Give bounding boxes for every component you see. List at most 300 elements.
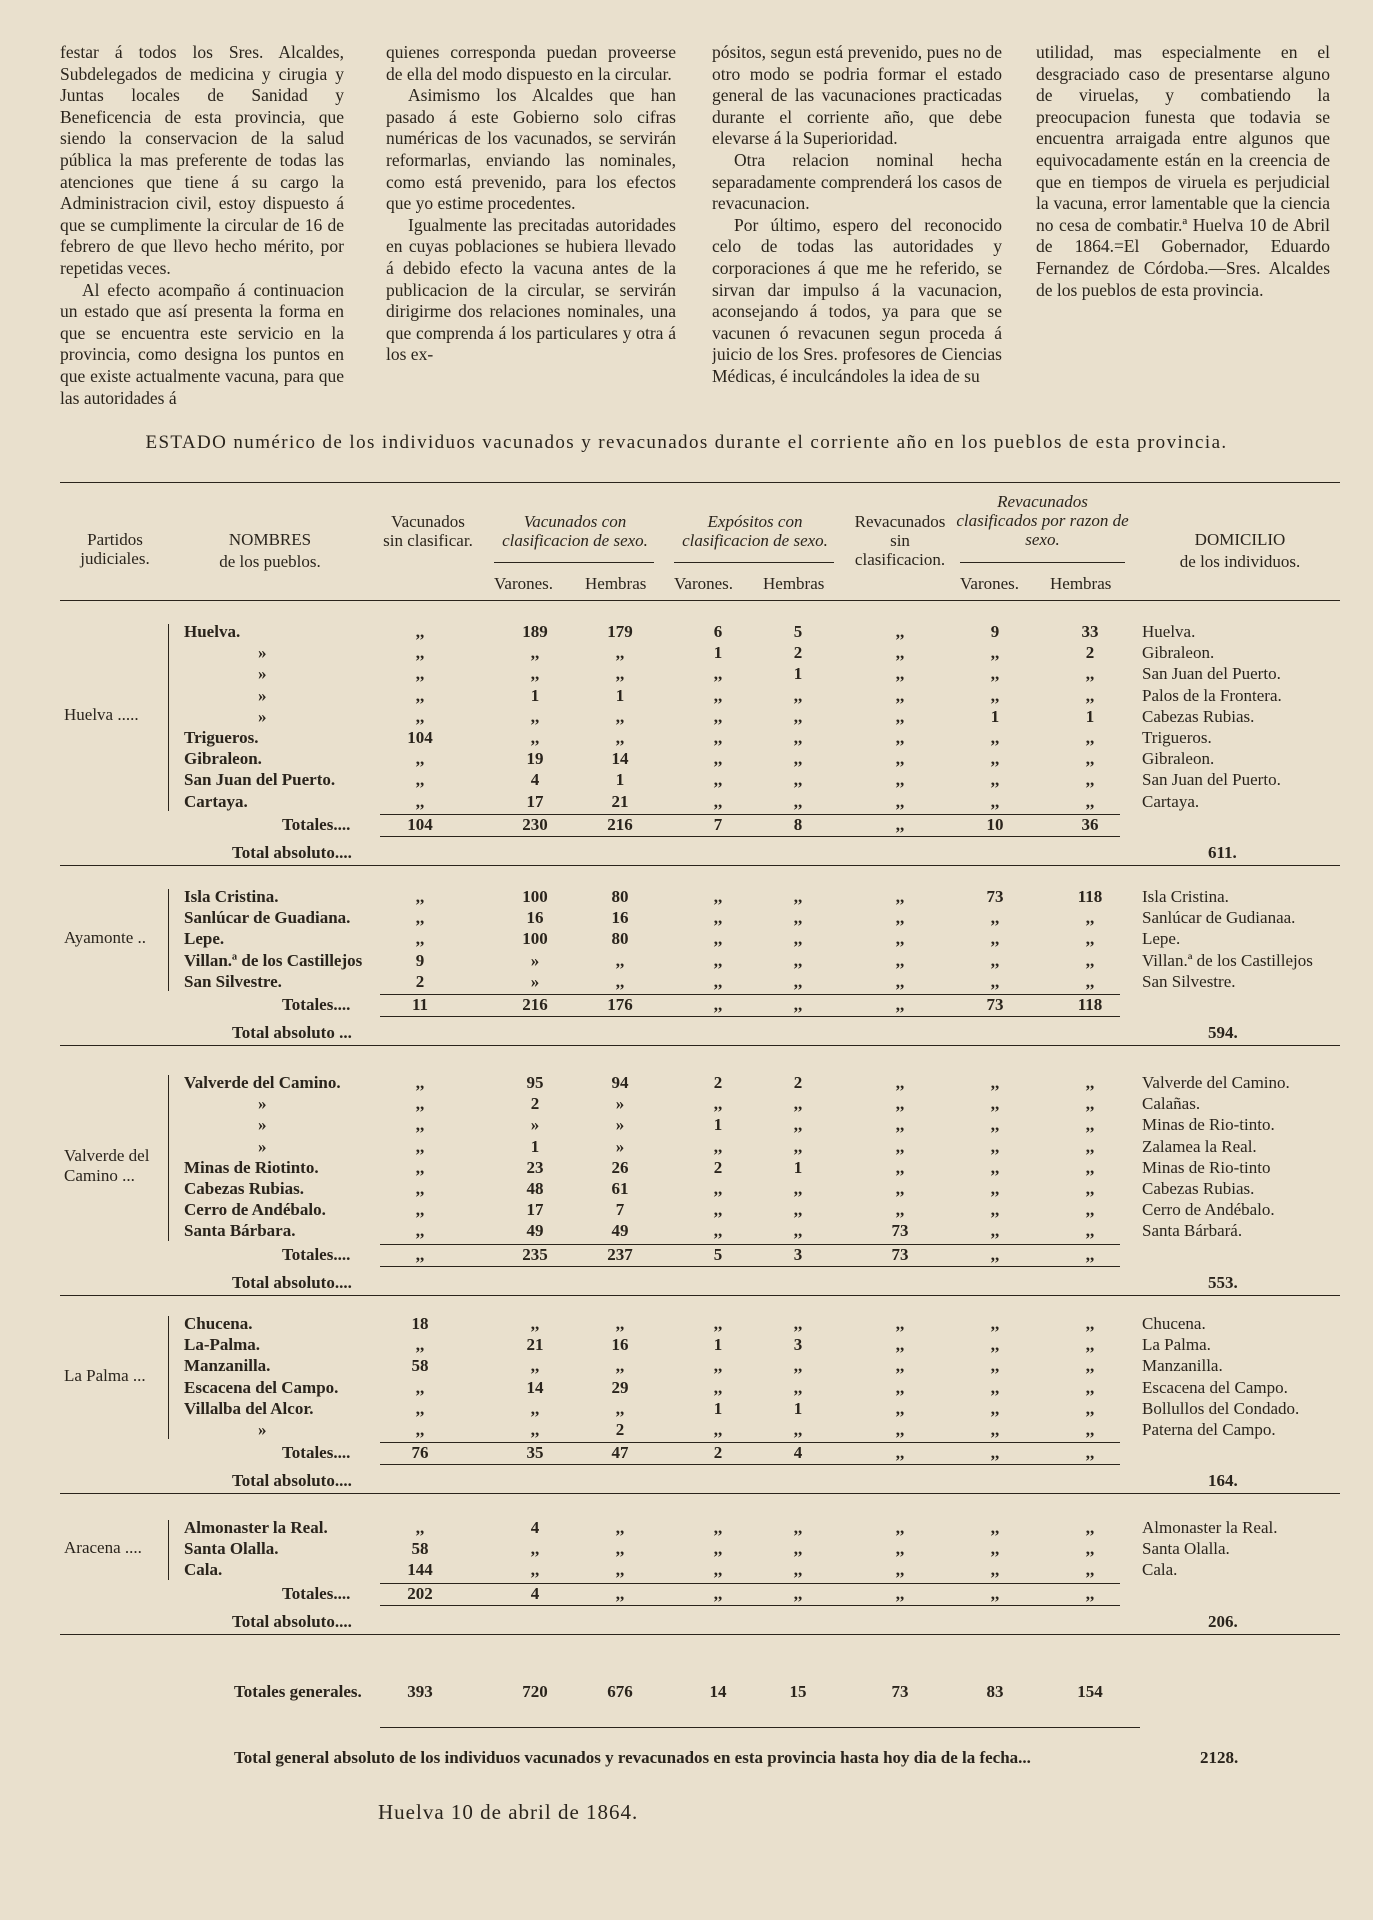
header-rule	[960, 562, 1125, 563]
cell-value: 14	[611, 749, 629, 769]
cell-value: ,,	[793, 1094, 803, 1114]
domicilio-cell: Cerro de Andébalo.	[1142, 1200, 1275, 1220]
domicilio-cell: Villan.ª de los Castillejos	[1142, 950, 1313, 970]
cell-value: ,,	[713, 1356, 723, 1376]
cell-value: ,,	[990, 1518, 1000, 1537]
totales-generales-value: 720	[522, 1682, 548, 1701]
group-bottom-rule	[60, 1295, 1340, 1296]
cell-value: ,,	[895, 1200, 905, 1220]
cell-value: ,,	[713, 706, 723, 726]
cell-value: ,,	[793, 908, 803, 928]
totales-value: ,,	[895, 1583, 905, 1603]
table-top-rule	[60, 482, 1340, 483]
pueblo-name: »	[258, 1115, 267, 1135]
absoluto-label: Total absoluto....	[232, 1272, 352, 1292]
cell-value: 80	[611, 929, 629, 949]
totales-value: 35	[526, 1443, 544, 1463]
cell-value: ,,	[713, 664, 723, 684]
totales-value: 10	[986, 814, 1004, 834]
pueblo-name: Villan.ª de los Castillejos	[184, 950, 363, 970]
cell-value: ,,	[415, 1073, 425, 1092]
cell-value: ,,	[793, 1420, 803, 1439]
header-rule	[674, 562, 834, 563]
cell-value: ,,	[1085, 1314, 1095, 1333]
cell-value: 179	[607, 622, 633, 641]
cell-value: ,,	[990, 1179, 1000, 1198]
pueblo-name: Isla Cristina.	[184, 887, 279, 906]
totales-generales-value: 73	[891, 1682, 909, 1701]
cell-value: ,,	[530, 728, 540, 747]
header-nombres-sub: de los pueblos.	[219, 552, 321, 571]
cell-value: ,,	[615, 1398, 625, 1418]
cell-value: 5	[793, 622, 803, 641]
header-revac-sin: Revacunados sin clasificacion.	[854, 512, 946, 569]
paragraph: utilidad, mas especialmente en el desgraciado caso de presentarse alguno de viruelas, y combatiendo la preocupacion funesta que todavia se encuentra arraigada entre algunos que equivocadamente están en la creencia de que en tiempos de viruela es perjudicial la vacuna, error lamentable que la ciencia no cesa de combatir.ª Huelva 10 de Abril de 1864.=El Gobernador, Eduardo Fernandez de Córdoba.—Sres. Alcaldes de los pueblos de esta provincia.	[1036, 42, 1330, 300]
cell-value: ,,	[713, 1560, 723, 1580]
totales-value: 216	[522, 995, 548, 1014]
pueblo-name: Lepe.	[184, 929, 225, 949]
cell-value: ,,	[713, 971, 723, 991]
totales-value: ,,	[990, 1583, 1000, 1603]
cell-value: ,,	[793, 1518, 803, 1537]
paragraph: pósitos, segun está prevenido, pues no de otro modo se podria formar el estado general de las vacunaciones practicadas durante el corriente año, que debe elevarse á la Superioridad.	[712, 42, 1002, 149]
cell-value: ,,	[990, 1073, 1000, 1092]
absoluto-label: Total absoluto....	[232, 1471, 352, 1491]
cell-value: ,,	[415, 1377, 425, 1397]
cell-value: ,,	[793, 1539, 803, 1559]
absoluto-value: 594.	[1208, 1023, 1238, 1042]
cell-value: ,,	[895, 749, 905, 769]
cell-value: ,,	[1085, 1420, 1095, 1439]
cell-value: ,,	[415, 1157, 425, 1177]
cell-value: ,,	[1085, 1073, 1095, 1092]
cell-value: ,,	[1085, 929, 1095, 949]
totales-bottom-rule	[380, 836, 1120, 837]
text-column-3	[712, 42, 1002, 412]
group-brace	[168, 889, 169, 991]
pueblo-name: Cala.	[184, 1560, 223, 1580]
totales-value: ,,	[990, 1244, 1000, 1264]
cell-value: ,,	[895, 1094, 905, 1114]
cell-value: 4	[530, 1518, 540, 1537]
totales-value: 76	[411, 1443, 429, 1463]
cell-value: ,,	[895, 770, 905, 790]
header-varones: Varones.	[960, 574, 1020, 593]
cell-value: 2	[1085, 643, 1095, 663]
text-columns	[60, 42, 1330, 412]
pueblo-name: Santa Olalla.	[184, 1539, 279, 1559]
absoluto-value: 611.	[1208, 842, 1237, 862]
cell-value: ,,	[1085, 1157, 1095, 1177]
cell-value: ,,	[615, 1539, 625, 1559]
cell-value: 1	[713, 1398, 723, 1418]
cell-value: ,,	[793, 1200, 803, 1220]
group-bottom-rule	[60, 1493, 1340, 1494]
cell-value: ,,	[895, 1314, 905, 1333]
cell-value: ,,	[990, 950, 1000, 970]
totales-value: ,,	[615, 1583, 625, 1603]
cell-value: ,,	[990, 685, 1000, 705]
totales-value: 237	[607, 1244, 633, 1264]
cell-value: 1	[793, 1398, 803, 1418]
paragraph: Por último, espero del reconocido celo de todas las autoridades y corporaciones á que me he referido, se sirvan dar impulso á la vacunacion, aconsejando á todos, ya para que se vacunen ó revacunen segun proceda á juicio de los Sres. profesores de Ciencias Médicas, é inculcándoles la idea de su	[712, 214, 1002, 386]
cell-value: 29	[611, 1377, 629, 1397]
header-domicilio-sub: de los individuos.	[1179, 552, 1301, 571]
pueblo-name: Gibraleon.	[184, 749, 262, 769]
domicilio-cell: Cartaya.	[1142, 791, 1200, 811]
cell-value: ,,	[895, 950, 905, 970]
cell-value: ,,	[713, 1377, 723, 1397]
domicilio-cell: San Juan del Puerto.	[1142, 770, 1281, 790]
cell-value: ,,	[990, 1539, 1000, 1559]
cell-value: 6	[713, 622, 723, 641]
totales-value: ,,	[415, 1244, 425, 1264]
totales-bottom-rule	[380, 1266, 1120, 1267]
cell-value: 2	[615, 1420, 625, 1439]
pueblo-name: Santa Bárbara.	[184, 1221, 296, 1241]
cell-value: ,,	[1085, 770, 1095, 790]
cell-value: ,,	[615, 971, 625, 991]
cell-value: ,,	[530, 1539, 540, 1559]
cell-value: 1	[615, 685, 625, 705]
totales-value: 73	[891, 1244, 909, 1264]
totales-value: 3	[793, 1244, 803, 1264]
cell-value: ,,	[895, 1560, 905, 1580]
cell-value: ,,	[990, 791, 1000, 811]
cell-value: ,,	[895, 1136, 905, 1156]
cell-value: 26	[611, 1157, 629, 1177]
cell-value: ,,	[990, 643, 1000, 663]
cell-value: ,,	[793, 1221, 803, 1241]
paragraph: quienes corresponda puedan proveerse de ella del modo dispuesto en la circular.	[386, 42, 676, 84]
cell-value: 144	[407, 1560, 433, 1580]
cell-value: ,,	[415, 1518, 425, 1537]
cell-value: ,,	[415, 929, 425, 949]
pueblo-name: Manzanilla.	[184, 1356, 271, 1376]
header-exp-con: Expósitos con clasificacion de sexo.	[682, 512, 828, 550]
totales-label: Totales....	[282, 995, 351, 1014]
cell-value: ,,	[713, 1518, 723, 1537]
cell-value: ,,	[615, 706, 625, 726]
paragraph: Otra relacion nominal hecha separadamente comprenderá los casos de revacunacion.	[712, 149, 1002, 214]
cell-value: 58	[411, 1356, 429, 1376]
header-hembras: Hembras	[1050, 574, 1112, 593]
cell-value: ,,	[990, 1094, 1000, 1114]
cell-value: ,,	[713, 1094, 723, 1114]
total-general-label: Total general absoluto de los individuos vacunados y revacunados en esta provincia hasta hoy dia de la fecha...	[234, 1748, 1031, 1767]
pueblo-name: Huelva.	[184, 622, 241, 641]
cell-value: »	[530, 971, 540, 991]
cell-value: 1	[990, 706, 1000, 726]
pueblo-name: Almonaster la Real.	[184, 1518, 328, 1537]
totales-generales-value: 154	[1077, 1682, 1103, 1701]
domicilio-cell: Minas de Rio-tinto	[1142, 1157, 1271, 1177]
cell-value: ,,	[1085, 1200, 1095, 1220]
cell-value: ,,	[615, 664, 625, 684]
cell-value: ,,	[990, 929, 1000, 949]
cell-value: ,,	[895, 1335, 905, 1355]
header-partidos: Partidos judiciales.	[80, 530, 150, 568]
paragraph: Igualmente las precitadas autoridades en cuyas poblaciones se hubiera llevado á debido efecto la vacuna antes de la publicacion de la circular, se servirán dirigirme dos relaciones nominales, una que comprenda á los particulares y otra á los ex-	[386, 214, 676, 365]
header-domicilio: DOMICILIO	[1194, 530, 1286, 549]
cell-value: ,,	[990, 770, 1000, 790]
cell-value: ,,	[990, 1115, 1000, 1135]
cell-value: 14	[526, 1377, 544, 1397]
cell-value: ,,	[1085, 950, 1095, 970]
domicilio-cell: Chucena.	[1142, 1314, 1206, 1333]
cell-value: ,,	[615, 1560, 625, 1580]
cell-value: ,,	[990, 1356, 1000, 1376]
domicilio-cell: Cabezas Rubias.	[1142, 1179, 1255, 1198]
cell-value: ,,	[713, 950, 723, 970]
cell-value: ,,	[990, 664, 1000, 684]
pueblo-name: »	[258, 1094, 267, 1114]
cell-value: ,,	[1085, 685, 1095, 705]
cell-value: ,,	[793, 1314, 803, 1333]
cell-value: ,,	[895, 1073, 905, 1092]
pueblo-name: Cartaya.	[184, 791, 248, 811]
cell-value: 2	[530, 1094, 540, 1114]
cell-value: ,,	[793, 1136, 803, 1156]
cell-value: ,,	[1085, 728, 1095, 747]
totales-bottom-rule	[380, 1464, 1120, 1465]
group-brace	[168, 1075, 169, 1241]
cell-value: ,,	[713, 685, 723, 705]
totales-label: Totales....	[282, 814, 351, 834]
cell-value: ,,	[615, 728, 625, 747]
cell-value: 94	[611, 1073, 629, 1092]
cell-value: ,,	[1085, 1398, 1095, 1418]
totales-value: ,,	[895, 995, 905, 1014]
group-brace	[168, 1520, 169, 1580]
cell-value: ,,	[530, 1560, 540, 1580]
pueblo-name: »	[258, 643, 267, 663]
cell-value: 1	[793, 664, 803, 684]
cell-value: ,,	[1085, 1221, 1095, 1241]
domicilio-cell: Cabezas Rubias.	[1142, 706, 1255, 726]
cell-value: ,,	[1085, 1115, 1095, 1135]
totales-value: 230	[522, 814, 548, 834]
cell-value: ,,	[895, 706, 905, 726]
cell-value: 2	[793, 1073, 803, 1092]
cell-value: ,,	[990, 971, 1000, 991]
cell-value: 21	[611, 791, 629, 811]
paragraph: Al efecto acompaño á continuacion un estado que así presenta la forma en que se encuentra este servicio en la provincia, como designa los puntos en que existe actualmente vacuna, para que las autoridades á	[60, 279, 344, 408]
cell-value: 21	[526, 1335, 544, 1355]
cell-value: ,,	[415, 1179, 425, 1198]
cell-value: 49	[526, 1221, 544, 1241]
cell-value: ,,	[1085, 1179, 1095, 1198]
cell-value: ,,	[530, 643, 540, 663]
cell-value: »	[615, 1136, 625, 1156]
cell-value: ,,	[530, 1314, 540, 1333]
cell-value: ,,	[615, 950, 625, 970]
cell-value: 1	[793, 1157, 803, 1177]
cell-value: 95	[526, 1073, 544, 1092]
totales-value: 176	[607, 995, 633, 1014]
cell-value: ,,	[895, 664, 905, 684]
totales-value: 4	[530, 1583, 540, 1603]
totales-value: 202	[407, 1583, 433, 1603]
totales-bottom-rule	[380, 1016, 1120, 1017]
cell-value: 100	[522, 887, 548, 906]
pueblo-name: Chucena.	[184, 1314, 253, 1333]
totales-label: Totales....	[282, 1443, 351, 1463]
totales-value: 11	[411, 995, 429, 1014]
partido-name: Ayamonte ..	[64, 928, 147, 947]
cell-value: 1	[615, 770, 625, 790]
text-column-1	[60, 42, 344, 412]
totales-generales-value: 15	[789, 1682, 807, 1701]
cell-value: ,,	[990, 749, 1000, 769]
pueblo-name: »	[258, 664, 267, 684]
domicilio-cell: San Juan del Puerto.	[1142, 664, 1281, 684]
totales-bottom-rule	[380, 1605, 1120, 1606]
domicilio-cell: Lepe.	[1142, 929, 1181, 949]
domicilio-cell: Isla Cristina.	[1142, 887, 1229, 906]
absoluto-label: Total absoluto....	[232, 842, 352, 862]
totales-value: ,,	[1085, 1443, 1095, 1463]
cell-value: ,,	[415, 791, 425, 811]
cell-value: ,,	[713, 1200, 723, 1220]
cell-value: ,,	[713, 1179, 723, 1198]
domicilio-cell: Calañas.	[1142, 1094, 1201, 1114]
cell-value: ,,	[990, 1221, 1000, 1241]
cell-value: ,,	[713, 887, 723, 906]
cell-value: ,,	[713, 728, 723, 747]
header-vac-sin: Vacunados sin clasificar.	[383, 512, 473, 550]
pueblo-name: Cerro de Andébalo.	[184, 1200, 326, 1220]
cell-value: ,,	[793, 1115, 803, 1135]
pueblo-name: San Juan del Puerto.	[184, 770, 336, 790]
generales-rule	[380, 1727, 1140, 1728]
cell-value: ,,	[990, 1398, 1000, 1418]
cell-value: ,,	[895, 728, 905, 747]
totales-generales-label: Totales generales.	[234, 1682, 362, 1701]
cell-value: ,,	[793, 971, 803, 991]
cell-value: 1	[1085, 706, 1095, 726]
header-varones: Varones.	[674, 574, 734, 593]
cell-value: 17	[526, 791, 544, 811]
domicilio-cell: Sanlúcar de Gudianaa.	[1142, 908, 1296, 928]
cell-value: 1	[713, 1115, 723, 1135]
pueblo-name: »	[258, 1420, 267, 1439]
cell-value: ,,	[415, 1398, 425, 1418]
cell-value: ,,	[415, 706, 425, 726]
cell-value: ,,	[793, 1377, 803, 1397]
domicilio-cell: Manzanilla.	[1142, 1356, 1223, 1376]
header-varones: Varones.	[494, 574, 554, 593]
totales-generales-value: 393	[407, 1682, 433, 1701]
cell-value: ,,	[1085, 1136, 1095, 1156]
cell-value: ,,	[530, 1398, 540, 1418]
header-hembras: Hembras	[585, 574, 647, 593]
cell-value: ,,	[793, 706, 803, 726]
totales-value: ,,	[793, 1583, 803, 1603]
cell-value: ,,	[1085, 1539, 1095, 1559]
group-brace	[168, 1316, 169, 1439]
domicilio-cell: Gibraleon.	[1142, 749, 1215, 769]
header-nombres: NOMBRES	[228, 530, 312, 549]
table-title: ESTADO numérico de los individuos vacunados y revacunados durante el corriente año en los pueblos de esta provincia.	[145, 432, 1228, 453]
cell-value: ,,	[415, 770, 425, 790]
cell-value: ,,	[1085, 1094, 1095, 1114]
cell-value: ,,	[990, 1377, 1000, 1397]
pueblo-name: Trigueros.	[184, 728, 259, 747]
cell-value: ,,	[615, 643, 625, 663]
cell-value: 16	[611, 908, 629, 928]
partido-name: Valverde del Camino ...	[64, 1145, 150, 1185]
absoluto-value: 164.	[1208, 1471, 1238, 1491]
totales-value: ,,	[1085, 1583, 1095, 1603]
cell-value: »	[530, 950, 540, 970]
cell-value: ,,	[895, 971, 905, 991]
cell-value: ,,	[793, 685, 803, 705]
cell-value: ,,	[895, 1377, 905, 1397]
cell-value: ,,	[415, 685, 425, 705]
cell-value: 23	[526, 1157, 544, 1177]
cell-value: ,,	[415, 1094, 425, 1114]
cell-value: 9	[415, 950, 425, 970]
cell-value: ,,	[895, 1157, 905, 1177]
cell-value: ,,	[990, 1335, 1000, 1355]
group-bottom-rule	[60, 865, 1340, 866]
cell-value: ,,	[793, 749, 803, 769]
domicilio-cell: Huelva.	[1142, 622, 1196, 641]
cell-value: 4	[530, 770, 540, 790]
domicilio-cell: Cala.	[1142, 1560, 1178, 1580]
cell-value: 80	[611, 887, 629, 906]
cell-value: ,,	[615, 1518, 625, 1537]
totales-value: 104	[407, 814, 433, 834]
cell-value: ,,	[1085, 664, 1095, 684]
cell-value: ,,	[615, 1356, 625, 1376]
pueblo-name: San Silvestre.	[184, 971, 282, 991]
header-bottom-rule	[60, 600, 1340, 601]
cell-value: 104	[407, 728, 433, 747]
cell-value: 48	[526, 1179, 544, 1198]
cell-value: 61	[611, 1179, 629, 1198]
domicilio-cell: San Silvestre.	[1142, 971, 1236, 991]
cell-value: ,,	[895, 1356, 905, 1376]
cell-value: ,,	[1085, 1560, 1095, 1580]
cell-value: ,,	[415, 1335, 425, 1355]
cell-value: ,,	[530, 706, 540, 726]
cell-value: ,,	[1085, 971, 1095, 991]
cell-value: 73	[986, 887, 1004, 906]
cell-value: ,,	[990, 908, 1000, 928]
domicilio-cell: Minas de Rio-tinto.	[1142, 1115, 1275, 1135]
cell-value: 3	[793, 1335, 803, 1355]
cell-value: 1	[713, 643, 723, 663]
cell-value: 9	[990, 622, 1000, 641]
cell-value: ,,	[415, 622, 425, 641]
cell-value: ,,	[793, 950, 803, 970]
pueblo-name: Valverde del Camino.	[184, 1073, 341, 1092]
cell-value: 16	[611, 1335, 629, 1355]
cell-value: ,,	[1085, 791, 1095, 811]
pueblo-name: Cabezas Rubias.	[184, 1179, 304, 1198]
pueblo-name: Minas de Riotinto.	[184, 1157, 319, 1177]
totales-value: ,,	[713, 995, 723, 1014]
cell-value: 100	[522, 929, 548, 949]
cell-value: 2	[713, 1157, 723, 1177]
totales-generales-value: 14	[709, 1682, 727, 1701]
cell-value: ,,	[415, 1200, 425, 1220]
cell-value: ,,	[415, 664, 425, 684]
cell-value: 73	[891, 1221, 909, 1241]
cell-value: ,,	[895, 643, 905, 663]
